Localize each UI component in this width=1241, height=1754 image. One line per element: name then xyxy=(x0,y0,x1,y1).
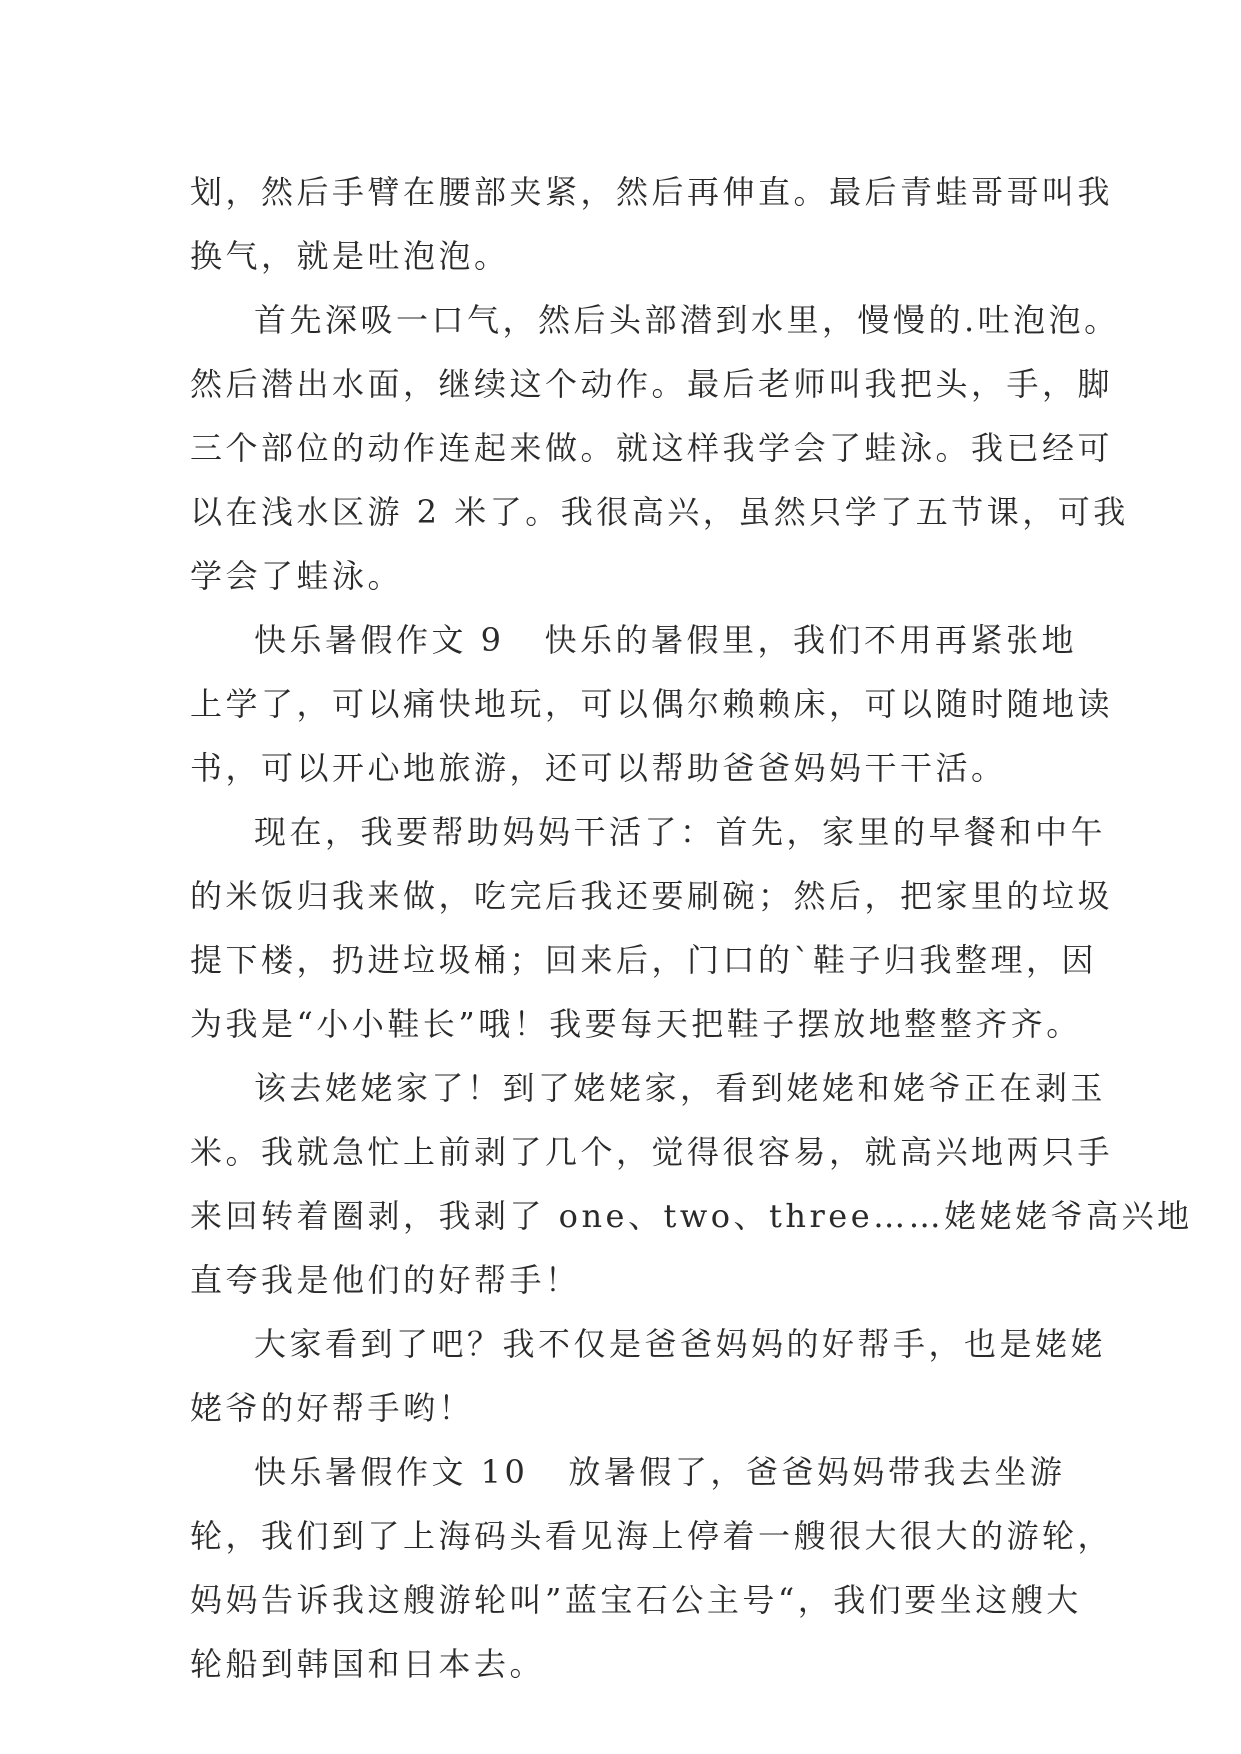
essay-heading-line xyxy=(190,608,1078,672)
text-line: 然后潜出水面，继续这个动作。最后老师叫我把头，手，脚 xyxy=(190,365,1114,403)
text-segment: 放暑假了，爸爸妈妈带我去坐游 xyxy=(568,1453,1066,1491)
text-line: 米。我就急忙上前剥了几个，觉得很容易，就高兴地两只手 xyxy=(190,1133,1114,1171)
essay-heading-line xyxy=(190,1440,1070,1504)
text-line: 姥爷的好帮手哟！ xyxy=(190,1389,475,1427)
text-line: 轮船到韩国和日本去。 xyxy=(190,1645,546,1683)
text-segment: 快乐的暑假里，我们不用再紧张地 xyxy=(544,621,1078,659)
text-line: 首先深吸一口气，然后头部潜到水里，慢慢的.吐泡泡。 xyxy=(254,301,1120,339)
text-line: 三个部位的动作连起来做。就这样我学会了蛙泳。我已经可 xyxy=(190,429,1114,467)
text-line: 以在浅水区游 2 米了。我很高兴，虽然只学了五节课，可我 xyxy=(190,493,1129,531)
text-line: 换气，就是吐泡泡。 xyxy=(190,237,510,275)
text-line: 提下楼，扔进垃圾桶；回来后，门口的`鞋子归我整理，因 xyxy=(190,941,1098,979)
essay-heading: 快乐暑假作文 9 xyxy=(254,621,505,659)
essay-heading: 快乐暑假作文 10 xyxy=(254,1453,529,1491)
text-line: 的米饭归我来做，吃完后我还要刷碗；然后，把家里的垃圾 xyxy=(190,877,1114,915)
text-line: 学会了蛙泳。 xyxy=(190,557,404,595)
text-line: 上学了，可以痛快地玩，可以偶尔赖赖床，可以随时随地读 xyxy=(190,685,1114,723)
text-line: 直夸我是他们的好帮手！ xyxy=(190,1261,581,1299)
text-line: 该去姥姥家了！到了姥姥家，看到姥姥和姥爷正在剥玉 xyxy=(254,1069,1107,1107)
text-line: 轮，我们到了上海码头看见海上停着一艘很大很大的游轮， xyxy=(190,1517,1114,1555)
essay-text xyxy=(190,160,1193,1696)
text-line: 为我是“小小鞋长”哦！我要每天把鞋子摆放地整整齐齐。 xyxy=(190,1005,1082,1043)
text-line: 来回转着圈剥，我剥了 one、two、three……姥姥姥爷高兴地 xyxy=(190,1197,1193,1235)
text-line: 划，然后手臂在腰部夹紧，然后再伸直。最后青蛙哥哥叫我 xyxy=(190,173,1114,211)
text-line: 现在，我要帮助妈妈干活了：首先，家里的早餐和中午 xyxy=(254,813,1107,851)
text-line: 大家看到了吧？我不仅是爸爸妈妈的好帮手，也是姥姥 xyxy=(254,1325,1107,1363)
text-line: 妈妈告诉我这艘游轮叫”蓝宝石公主号“，我们要坐这艘大 xyxy=(190,1581,1082,1619)
text-line: 书，可以开心地旅游，还可以帮助爸爸妈妈干干活。 xyxy=(190,749,1007,787)
